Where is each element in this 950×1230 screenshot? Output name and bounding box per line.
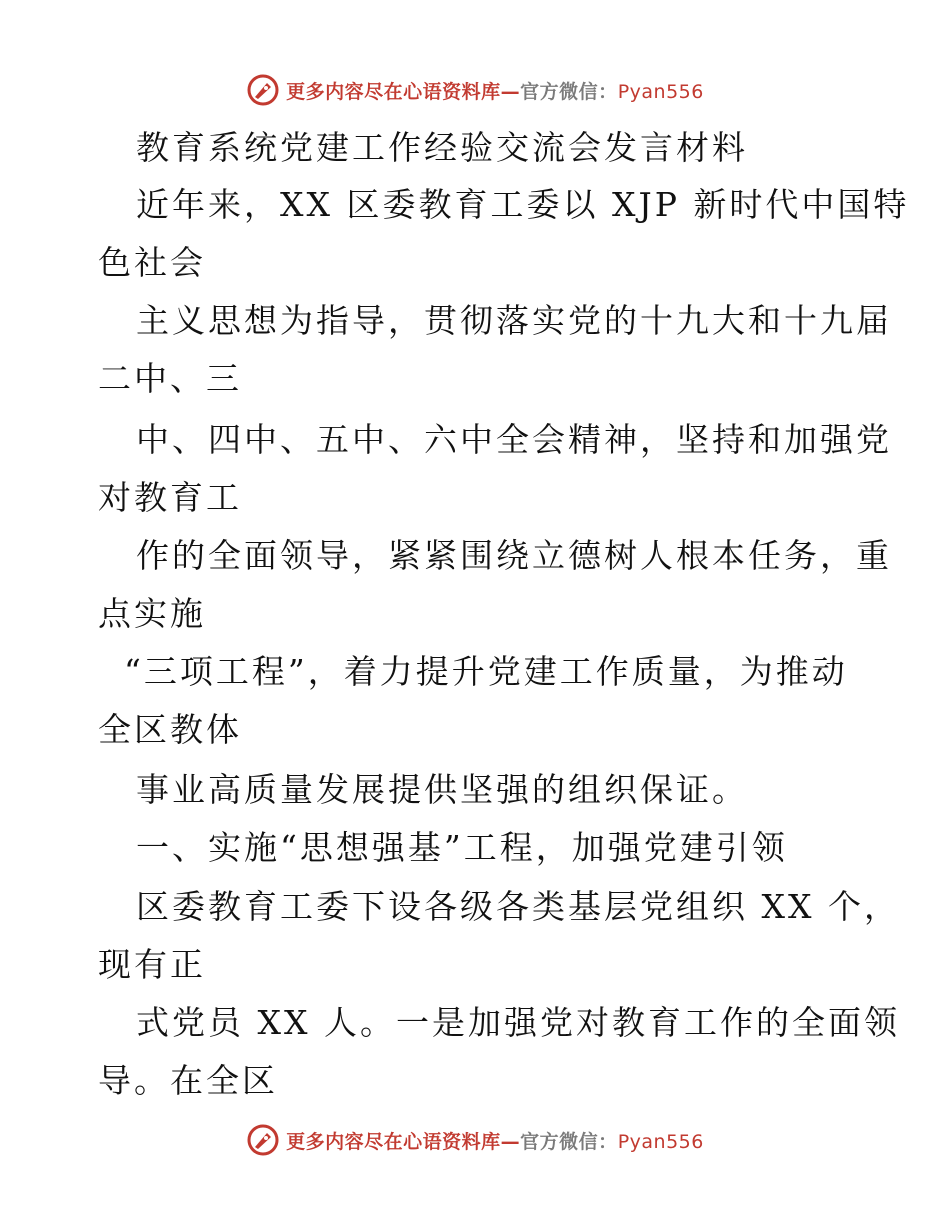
watermark-official-label: 官方微信： [520, 1130, 618, 1153]
paragraph-line: 式党员 XX 人。一是加强党对教育工作的全面领 [136, 1003, 900, 1042]
paragraph-line: 点实施 [98, 594, 206, 633]
document-title: 教育系统党建工作经验交流会发言材料 [136, 128, 748, 167]
watermark-wechat-id: Pyan556 [617, 1130, 704, 1153]
paragraph-line: 主义思想为指导，贯彻落实党的十九大和十九届 [136, 301, 892, 340]
watermark-site-text: 更多内容尽在心语资料库 [286, 80, 501, 103]
watermark-text [286, 1127, 704, 1154]
watermark-separator: — [500, 80, 521, 103]
paragraph-line: 全区教体 [98, 710, 242, 749]
paragraph-line: 对教育工 [98, 478, 242, 517]
paragraph-line: 作的全面领导，紧紧围绕立德树人根本任务，重 [136, 536, 892, 575]
footer-watermark [0, 1120, 950, 1160]
paragraph-line: 导。在全区 [98, 1061, 278, 1100]
watermark-official-label: 官方微信： [520, 80, 618, 103]
paragraph-line: 色社会 [98, 243, 206, 282]
pen-nib-icon [246, 1123, 280, 1157]
paragraph-line: 近年来，XX 区委教育工委以 XJP 新时代中国特 [136, 185, 910, 224]
paragraph-line: 二中、三 [98, 359, 242, 398]
paragraph-line: “三项工程”，着力提升党建工作质量，为推动 [124, 652, 848, 691]
section-heading: 一、实施“思想强基”工程，加强党建引领 [136, 828, 788, 867]
paragraph-line: 现有正 [98, 945, 206, 984]
paragraph-line: 区委教育工委下设各级各类基层党组织 XX 个， [136, 887, 900, 926]
paragraph-line: 事业高质量发展提供坚强的组织保证。 [136, 770, 748, 809]
watermark-separator: — [500, 1130, 521, 1153]
watermark-wechat-id: Pyan556 [617, 80, 704, 103]
watermark-site-text: 更多内容尽在心语资料库 [286, 1130, 501, 1153]
paragraph-line: 中、四中、五中、六中全会精神，坚持和加强党 [136, 420, 892, 459]
